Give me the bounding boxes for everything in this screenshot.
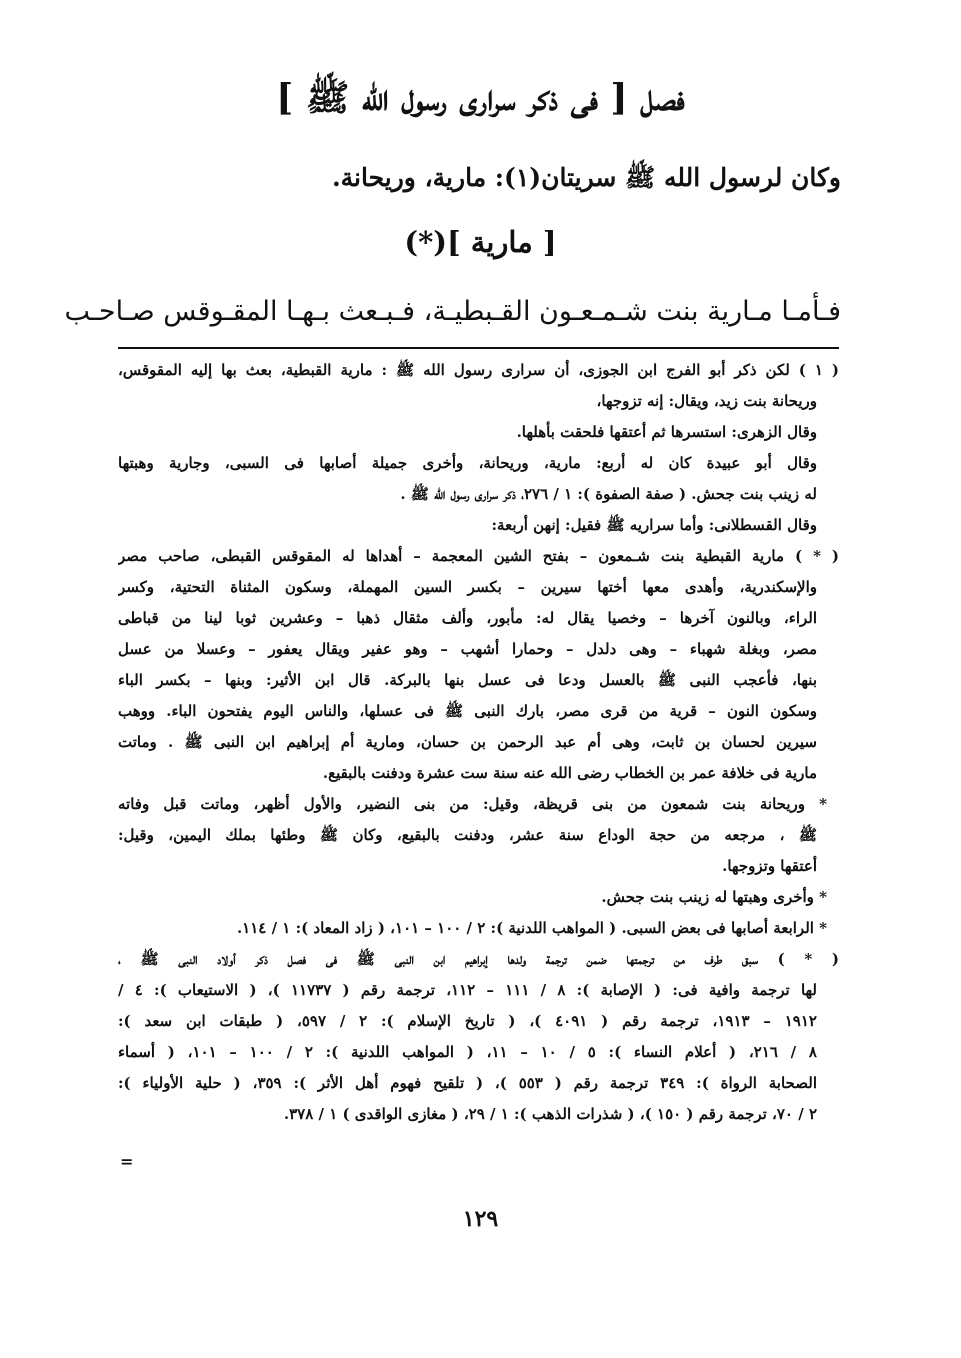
footnote-line: وقال أبو عبيدة كان له أربع: مارية، وريحانة، وأخرى جميلة أصابها فى السبى، وجارية وهبتها — [118, 454, 817, 472]
footnote-line: مارية فى خلافة عمر بن الخطاب رضى الله عنه سنة ست عشرة ودفنت بالبقيع. — [322, 764, 817, 782]
footnote-line: وقال الزهرى: استسرها ثم أعتقها فلحقت بأهلها. — [516, 423, 817, 441]
footnote-line: والإسكندرية، وأهدى معها أختها سيرين – بكسر السين المهملة، وسكون المثناة التحتية، وكسر — [118, 578, 817, 596]
footnotes — [118, 355, 841, 1130]
footnote-line: لها ترجمة وافية فى: ( الإصابة ): ٨ / ١١١ – ١١٢، ترجمة رقم ( ١١٧٣٧ )، ( الاستيعاب ): ٤ / — [118, 981, 817, 999]
footnote-line: مصر، وبغلة شهباء – وهى دلدل – وحمارا أشهب – وهو عفير ويقال يعفور – وعسلا من عسل — [118, 640, 817, 658]
footnote-line: * وأخرى وهبتها له زينب بنت جحش. — [601, 888, 827, 906]
page-number: ١٢٩ — [462, 1206, 499, 1232]
footnote-line: بنها، فأعجب النبى ﷺ بالعسل ودعا فى عسل بنها بالبركة. قال ابن الأثير: وبنها – بكسر الباء — [118, 671, 817, 689]
footnote-line: ﷺ ، مرجعه من حجة الوداع سنة عشر، ودفنت بالبقيع، وكان ﷺ وطئها بملك اليمين، وقيل: — [118, 826, 817, 844]
footnote-separator — [118, 347, 839, 349]
footnote-line: * الرابعة أصابها فى بعض السبى. ( المواهب اللدنية ): ٢ / ١٠٠ – ١٠١، ( زاد المعاد ): ١ / ١١٤. — [236, 919, 827, 937]
chapter-title: فصل [ فى ذكر سرارى رسول الله ﷺ ] — [276, 77, 685, 119]
footnote-line: سيرين لحسان بن ثابت، وهى أم عبد الرحمن بن حسان، ومارية أم إبراهيم ابن النبى ﷺ . وماتت — [118, 733, 817, 751]
intro-line: وكان لرسول الله ﷺ سريتان(١): مارية، وريحانة. — [331, 163, 841, 192]
footnote-line: ( ١ ) لكن ذكر أبو الفرج ابن الجوزى، أن سرارى رسول الله ﷺ : مارية القبطية، بعث بها إليه المقوقس، — [118, 361, 839, 379]
footnote-line: له زينب بنت جحش. ( صفة الصفوة ): ١ / ٢٧٦، ذكر سرارى رسول الله ﷺ . — [400, 485, 817, 503]
continuation-mark: = — [120, 1152, 134, 1171]
footnote-line: ( * ) سبق طرف من ترجمتها ضمن ترجمة ولدها إبراهيم ابن النبى ﷺ فى فصل ذكر أولاد النبى ﷺ ، — [118, 950, 839, 968]
footnote-line: ( * ) مارية القبطية بنت شـمعون – بفتح الشين المعجمة – أهداها له المقوقس القبطى، صاحب مصر — [118, 547, 839, 565]
footnote-line: أعتقها وتزوجها. — [722, 857, 817, 875]
footnote-line: وسكون النون – قرية من قرى مصر، بارك النبى ﷺ فى عسلها، والناس اليوم يفتحون الباء. ووهب — [118, 702, 817, 720]
footnote-line: وقال القسطلانى: وأما سراريه ﷺ فقيل: إنهن أربعة: — [491, 516, 817, 534]
footnote-line: وريحانة بنت زيد، ويقال: إنه تزوجها، — [596, 392, 817, 410]
footnote-line: الصحابة الرواة ): ٣٤٩ ترجمة رقم ( ٥٥٣ )، ( تلقيح فهوم أهل الأثر ): ٣٥٩، ( حلية الأولياء ): — [118, 1074, 817, 1092]
footnote-line: ٨ / ٢١٦، ( أعلام النساء ): ٥ / ١٠ – ١١، ( المواهب اللدنية ): ٢ / ١٠٠ – ١٠١، ( أسماء — [118, 1043, 817, 1061]
footnote-line: ١٩١٢ – ١٩١٣، ترجمة رقم ( ٤٠٩١ )، ( تاريخ الإسلام ): ٢ / ٥٩٧، ( طبقات ابن سعد ): — [118, 1012, 817, 1030]
main-text-line: فـأمـا مـارية بنت شـمـعـون القـبطيـة، فـبـعث بـهـا المقـوقس صـاحـب — [64, 296, 841, 327]
footnote-line: * وريحانة بنت شمعون من بنى قريظة، وقيل: من بنى النضير، والأول أظهر، وماتت قبل وفاته — [118, 795, 827, 813]
section-heading: [ مارية ](*) — [404, 225, 557, 259]
footnote-line: ٢ / ٧٠، ترجمة رقم ( ١٥٠ )، ( شذرات الذهب ): ١ / ٢٩، ( مغازى الواقدى ) ١ / ٣٧٨. — [283, 1105, 817, 1123]
footnote-line: الراء، وبالنون آخرها – وخصيا يقال له: مأبور، وألف مثقال ذهبا – وعشرين ثوبا لينا من قباطى — [118, 609, 817, 627]
